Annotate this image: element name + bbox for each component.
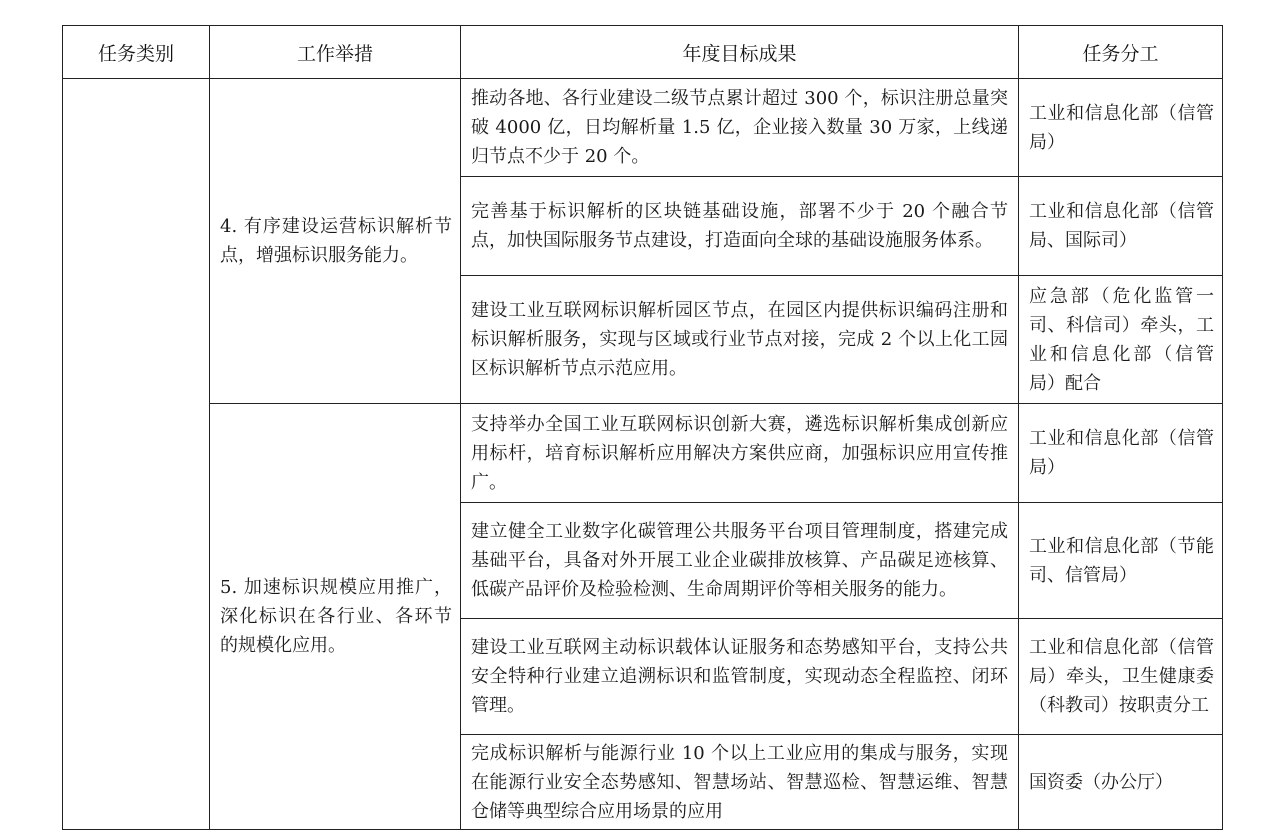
goal-cell xyxy=(461,503,1019,619)
header-measure: 工作举措 xyxy=(210,26,461,79)
goal-text: 建设工业互联网标识解析园区节点，在园区内提供标识编码注册和标识解析服务，实现与区域或行业节点对接，完成 2 个以上化工园区标识解析节点示范应用。 xyxy=(471,300,1008,379)
table-header-row xyxy=(63,26,1223,79)
header-assignment: 任务分工 xyxy=(1019,26,1223,79)
measure-cell xyxy=(210,404,461,830)
assignment-cell xyxy=(1019,503,1223,619)
goal-cell xyxy=(461,276,1019,404)
header-goal: 年度目标成果 xyxy=(461,26,1019,79)
goal-text: 推动各地、各行业建设二级节点累计超过 300 个，标识注册总量突破 4000 亿，日均解析量 1.5 亿，企业接入数量 30 万家，上线递归节点不少于 20 个。 xyxy=(471,88,1008,167)
goal-text: 建立健全工业数字化碳管理公共服务平台项目管理制度，搭建完成基础平台，具备对外开展工业企业碳排放核算、产品碳足迹核算、低碳产品评价及检验检测、生命周期评价等相关服务的能力。 xyxy=(471,521,1008,600)
goal-text: 完善基于标识解析的区块链基础设施，部署不少于 20 个融合节点，加快国际服务节点建设，打造面向全球的基础设施服务体系。 xyxy=(471,201,1008,251)
goal-cell xyxy=(461,735,1019,830)
goal-text: 完成标识解析与能源行业 10 个以上工业应用的集成与服务，实现在能源行业安全态势感知、智慧场站、智慧巡检、智慧运维、智慧仓储等典型综合应用场景的应用 xyxy=(471,742,1008,822)
measure-text: 5. 加速标识规模应用推广，深化标识在各行业、各环节的规模化应用。 xyxy=(220,577,452,656)
assignment-cell xyxy=(1019,177,1223,276)
measure-text: 4. 有序建设运营标识解析节点，增强标识服务能力。 xyxy=(220,216,452,266)
goal-cell xyxy=(461,79,1019,177)
measure-cell xyxy=(210,79,461,404)
assignment-cell xyxy=(1019,619,1223,735)
goal-text: 支持举办全国工业互联网标识创新大赛，遴选标识解析集成创新应用标杆，培育标识解析应用解决方案供应商，加强标识应用宣传推广。 xyxy=(471,413,1008,493)
assignment-text: 工业和信息化部（节能司、信管局） xyxy=(1029,535,1214,586)
assignment-cell xyxy=(1019,276,1223,404)
assignment-text: 工业和信息化部（信管局） xyxy=(1029,428,1214,478)
header-category: 任务类别 xyxy=(63,26,210,79)
assignment-text: 工业和信息化部（信管局、国际司） xyxy=(1029,201,1214,251)
table-row xyxy=(63,404,1223,503)
assignment-cell xyxy=(1019,735,1223,830)
category-cell xyxy=(63,79,210,830)
goal-cell xyxy=(461,619,1019,735)
goal-cell xyxy=(461,177,1019,276)
assignment-text: 工业和信息化部（信管局）牵头，卫生健康委（科教司）按职责分工 xyxy=(1029,637,1214,716)
assignment-text: 应急部（危化监管一司、科信司）牵头，工业和信息化部（信管局）配合 xyxy=(1029,285,1214,394)
goal-cell xyxy=(461,404,1019,503)
assignment-text: 国资委（办公厅） xyxy=(1029,771,1173,793)
goal-text: 建设工业互联网主动标识载体认证服务和态势感知平台，支持公共安全特种行业建立追溯标识和监管制度，实现动态全程监控、闭环管理。 xyxy=(471,637,1008,716)
assignment-cell xyxy=(1019,404,1223,503)
table-row xyxy=(63,79,1223,177)
task-table xyxy=(62,25,1223,830)
assignment-cell xyxy=(1019,79,1223,177)
assignment-text: 工业和信息化部（信管局） xyxy=(1029,102,1214,153)
